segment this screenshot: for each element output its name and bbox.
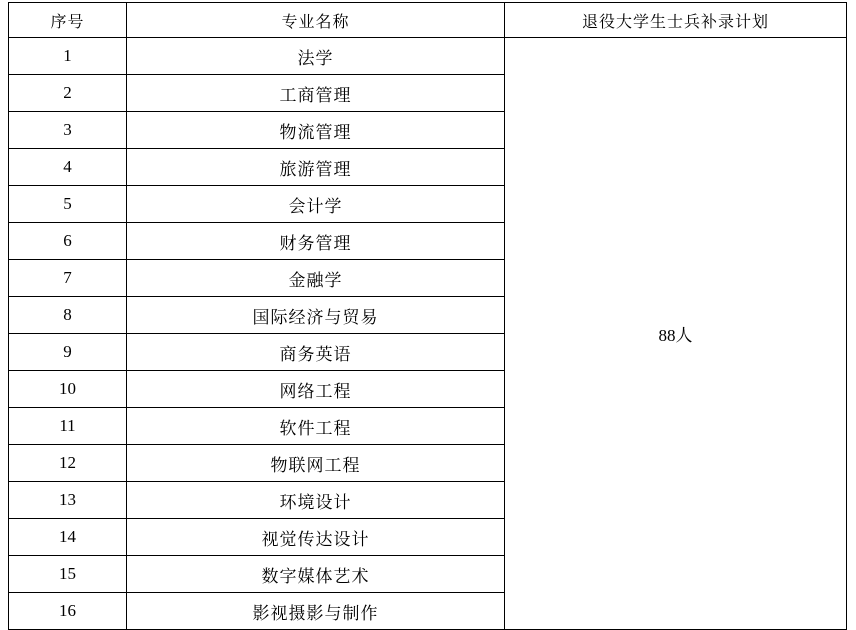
cell-no: 6 [9,223,127,260]
cell-no: 11 [9,408,127,445]
table-row [9,38,847,75]
cell-no: 12 [9,445,127,482]
cell-major-name: 软件工程 [127,408,505,445]
cell-no: 1 [9,38,127,75]
cell-major-name: 工商管理 [127,75,505,112]
cell-no: 10 [9,371,127,408]
cell-major-name: 会计学 [127,186,505,223]
cell-major-name: 物流管理 [127,112,505,149]
header-cell-no: 序号 [9,3,127,38]
cell-no: 14 [9,519,127,556]
cell-major-name: 环境设计 [127,482,505,519]
cell-no: 4 [9,149,127,186]
cell-no: 16 [9,593,127,630]
cell-no: 9 [9,334,127,371]
table-body [9,38,847,630]
cell-major-name: 物联网工程 [127,445,505,482]
cell-no: 2 [9,75,127,112]
cell-no: 13 [9,482,127,519]
cell-major-name: 影视摄影与制作 [127,593,505,630]
recruitment-plan-table [8,2,847,630]
cell-plan-total: 88人 [505,38,847,630]
plan-table-container [8,2,846,630]
table-header-row [9,3,847,38]
table-header [9,3,847,38]
cell-no: 3 [9,112,127,149]
cell-no: 5 [9,186,127,223]
cell-major-name: 财务管理 [127,223,505,260]
cell-major-name: 视觉传达设计 [127,519,505,556]
cell-major-name: 国际经济与贸易 [127,297,505,334]
cell-major-name: 商务英语 [127,334,505,371]
cell-major-name: 法学 [127,38,505,75]
cell-no: 15 [9,556,127,593]
cell-major-name: 金融学 [127,260,505,297]
cell-major-name: 数字媒体艺术 [127,556,505,593]
cell-major-name: 网络工程 [127,371,505,408]
cell-major-name: 旅游管理 [127,149,505,186]
cell-no: 8 [9,297,127,334]
cell-no: 7 [9,260,127,297]
header-cell-name: 专业名称 [127,3,505,38]
header-cell-plan: 退役大学生士兵补录计划 [505,3,847,38]
